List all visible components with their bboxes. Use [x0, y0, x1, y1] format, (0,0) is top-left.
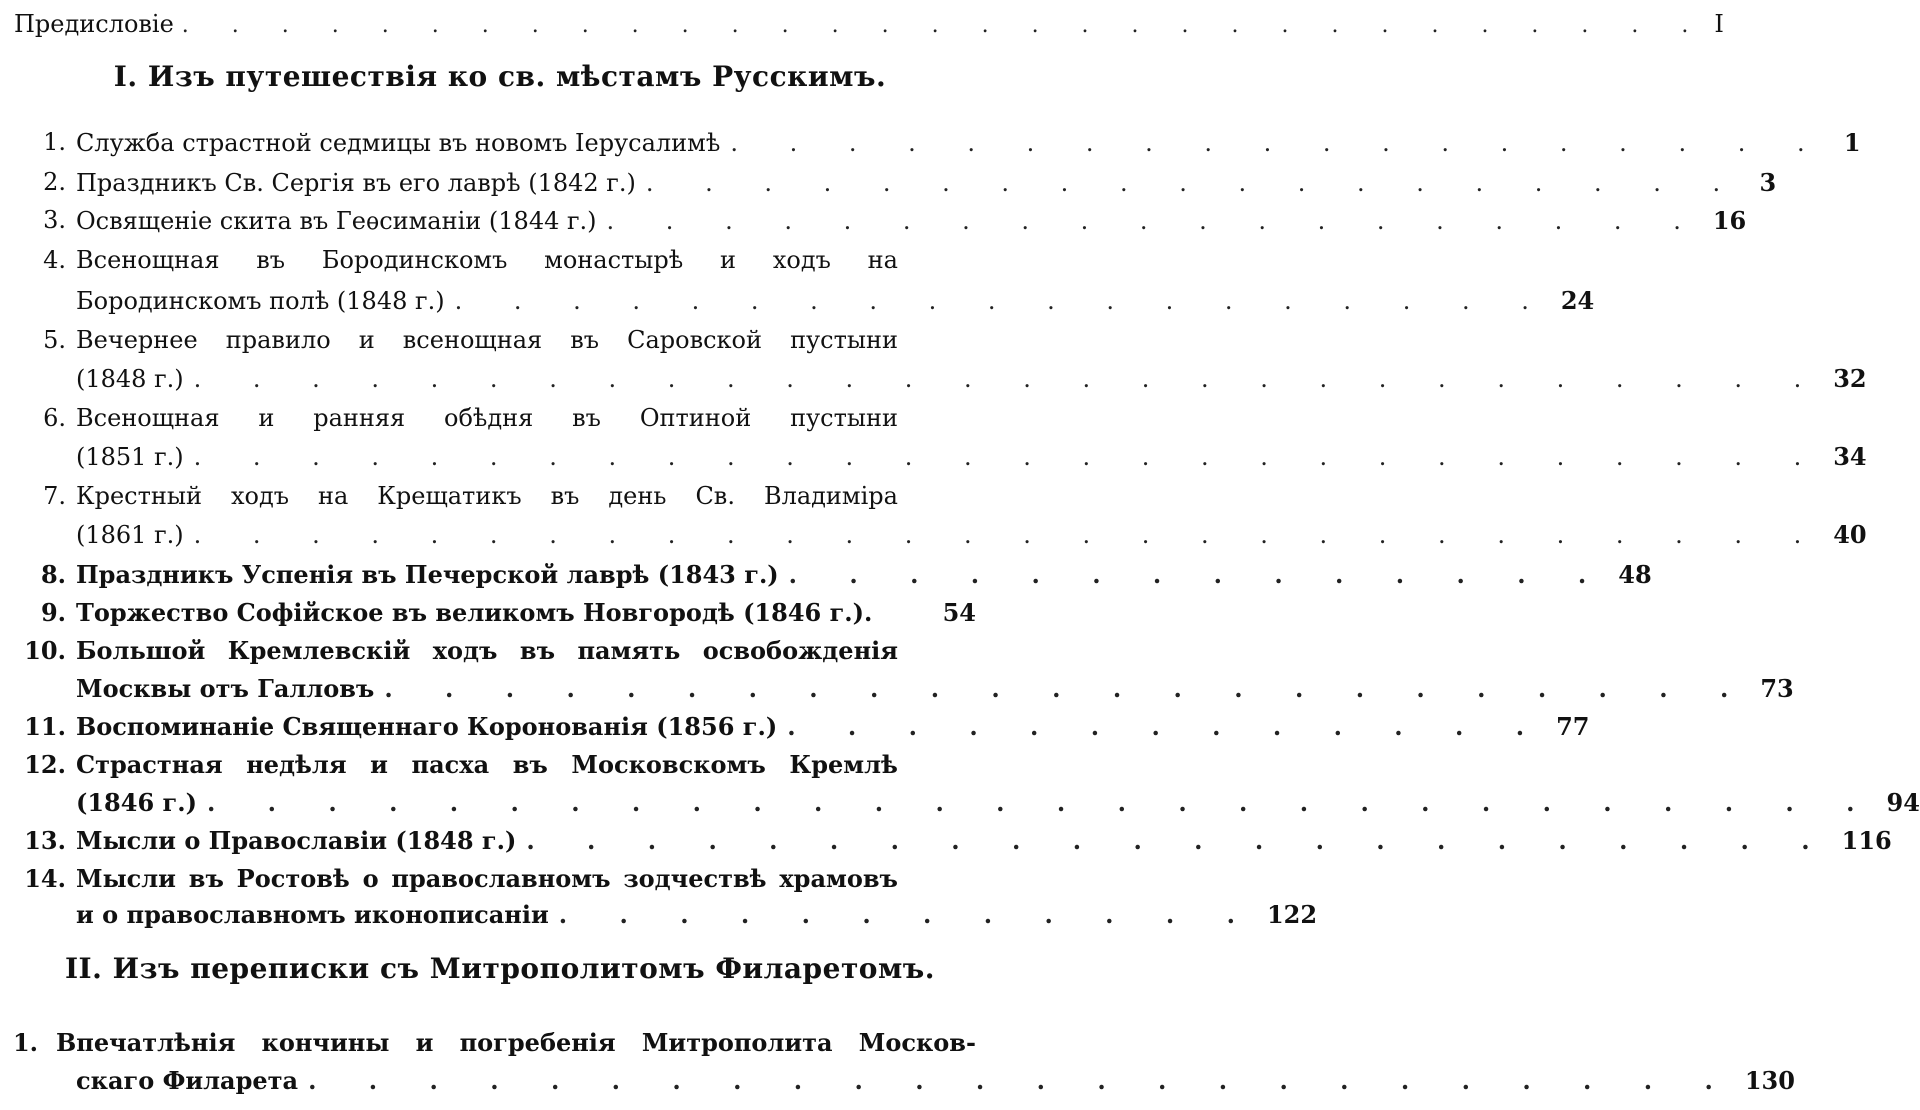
entry-page-number: 94: [1886, 788, 1920, 817]
dot-leader: . . . . . . . . . . . . . . . . . . .: [730, 129, 1827, 157]
entry-page-number: 3: [1759, 168, 1777, 197]
entry-number: 2.: [43, 168, 66, 196]
dot-leader: . . . . . . . . . . . . . . . . . . . . . . . . . . . .: [193, 521, 1824, 549]
entry-title-word: пасха: [411, 750, 490, 779]
entry-title-line: [76, 482, 898, 510]
entry-title-line: [56, 1028, 976, 1057]
dot-leader: . . . . . . . . . . . .: [558, 900, 1257, 929]
entry-title-word: всенощная: [402, 326, 543, 354]
entry-page-number: 130: [1744, 1066, 1795, 1095]
entry-title-word: ходъ: [230, 482, 289, 510]
entry-page-number: 24: [1560, 286, 1595, 315]
entry-title-word: Страстная: [76, 750, 223, 779]
entry-page-number: 122: [1266, 900, 1318, 929]
entry-title: Мысли о Православіи (1848 г.): [76, 826, 517, 855]
dot-leader: . . . . . . . . . . . . . . . . . . . . . . . . . . . .: [193, 443, 1824, 471]
entry-title-word: обѣдня: [444, 404, 534, 432]
entry-title-word: и: [370, 750, 388, 779]
entry-number: 5.: [43, 326, 66, 354]
entry-title-line: [76, 636, 898, 665]
entry-title-word: погребенія: [459, 1028, 616, 1057]
entry-title: Москвы отъ Галловъ: [76, 674, 375, 703]
entry-title-word: Всенощная: [76, 246, 220, 274]
entry-title-word: православномъ: [391, 864, 611, 893]
entry-title-word: на: [317, 482, 349, 510]
dot-leader: . . . . . . . . . . . . . . . . . . .: [645, 169, 1743, 197]
preface-title: Предисловіе: [14, 10, 174, 38]
entry-title-word: правило: [225, 326, 331, 354]
entry-title: скаго Филарета: [76, 1066, 299, 1095]
entry-title-word: день: [608, 482, 667, 510]
entry-title-word: ходъ: [772, 246, 831, 274]
preface-page-number: I: [1714, 10, 1724, 38]
entry-page-number: 48: [1618, 560, 1652, 589]
entry-title: (1861 г.): [76, 521, 184, 549]
entry-title-word: и: [358, 326, 375, 354]
entry-title-word: храмовъ: [779, 864, 898, 893]
entry-title: Служба страстной седмицы въ новомъ Іерусалимѣ: [76, 129, 721, 157]
entry-title: (1846 г.): [76, 788, 197, 817]
entry-title-word: Москов-: [858, 1028, 976, 1057]
entry-title-word: въ: [550, 482, 580, 510]
entry-number: 13.: [24, 826, 66, 855]
entry-title-word: Ростовѣ: [236, 864, 350, 893]
entry-title-word: на: [867, 246, 898, 274]
dot-leader: . . . . . . . . . . . . . . . . . . . . . . . . . . . .: [206, 788, 1877, 817]
preface-entry: [14, 4, 1724, 38]
entry-title-word: Владиміра: [763, 482, 898, 510]
dot-leader: . . . . . . . . . . . . . . . . . . .: [606, 207, 1703, 235]
dot-leader: . . . . . . . . . . . . . . . . . . . . . . . . . . . .: [193, 365, 1824, 393]
entry-page-number: 116: [1841, 826, 1892, 855]
entry-title-word: кончины: [261, 1028, 390, 1057]
entry-title-line: [76, 864, 898, 893]
section-heading-2: II. Изъ переписки съ Митрополитомъ Филаретомъ.: [64, 952, 936, 985]
entry-number: 9.: [40, 598, 66, 627]
dot-leader: . . . . . . . . . . . . . . . . . . . . . . . . . . . . . . .: [181, 13, 1707, 38]
entry-title-word: Крещатикъ: [377, 482, 522, 510]
entry-number: 6.: [43, 404, 66, 432]
entry-title-word: въ: [512, 750, 548, 779]
dot-leader: . . . . . . . . . . . . . . . . . . .: [454, 287, 1551, 315]
entry-number: 7.: [43, 482, 66, 510]
entry-page-number: 73: [1760, 674, 1794, 703]
entry-title-word: въ: [572, 404, 601, 432]
entry-number: 8.: [40, 560, 66, 589]
entry-title-word: Всенощная: [76, 404, 220, 432]
entry-title-word: монастырѣ: [544, 246, 684, 274]
entry-title-word: въ: [570, 326, 600, 354]
entry-title-line: [76, 326, 898, 354]
entry-title-word: Оптиной: [639, 404, 752, 432]
entry-title-word: въ: [188, 864, 224, 893]
entry-title: Праздникъ Успенія въ Печерской лаврѣ (1843 г.): [76, 560, 779, 589]
entry-title-word: память: [577, 636, 681, 665]
entry-page-number: 16: [1712, 206, 1747, 235]
entry-page-number: 54: [942, 598, 976, 627]
entry-title-word: Кремлѣ: [789, 750, 898, 779]
entry-title: (1848 г.): [76, 365, 184, 393]
entry-title: Торжество Софійское въ великомъ Новгородѣ (1846 г.).: [76, 598, 873, 627]
entry-title-word: Мысли: [76, 864, 176, 893]
entry-number: 3.: [43, 206, 66, 234]
entry-page-number: 77: [1556, 712, 1590, 741]
entry-title-word: Саровской: [627, 326, 762, 354]
entry-title-line: [76, 404, 898, 432]
entry-title-word: Впечатлѣнія: [56, 1028, 236, 1057]
entry-page-number: 32: [1833, 364, 1867, 393]
entry-title-word: пустыни: [790, 326, 898, 354]
entry-title-word: Бородинскомъ: [321, 246, 508, 274]
entry-number: 12.: [24, 750, 66, 779]
entry-title-word: недѣля: [246, 750, 347, 779]
entry-title-word: Кремлевскій: [227, 636, 411, 665]
entry-title-word: Св.: [695, 482, 735, 510]
entry-title: и о православномъ иконописаніи: [76, 900, 549, 929]
entry-page-number: 34: [1833, 442, 1867, 471]
entry-title: Бородинскомъ полѣ (1848 г.): [76, 287, 445, 315]
entry-number: 10.: [24, 636, 66, 665]
entry-title-word: ранняя: [313, 404, 406, 432]
entry-title-word: и: [415, 1028, 434, 1057]
dot-leader: . . . . . . . . . . . . .: [787, 712, 1547, 741]
section-heading-1: I. Изъ путешествія ко св. мѣстамъ Русскимъ.: [113, 60, 887, 93]
entry-title: (1851 г.): [76, 443, 184, 471]
entry-title-word: Большой: [76, 636, 206, 665]
entry-title-word: и: [258, 404, 275, 432]
entry-title-word: въ: [256, 246, 286, 274]
entry-title-word: и: [720, 246, 737, 274]
entry-title-word: ходъ: [432, 636, 498, 665]
entry-title-line: [76, 750, 898, 779]
entry-number: 4.: [43, 246, 66, 274]
dot-leader: . . . . . . . . . . . . . . . . . . . . . . .: [384, 674, 1751, 703]
entry-number: 14.: [24, 864, 66, 893]
entry-title: Праздникъ Св. Сергія въ его лаврѣ (1842 г.): [76, 169, 636, 197]
entry-title-word: Митрополита: [641, 1028, 833, 1057]
entry-title-word: Крестный: [76, 482, 202, 510]
entry-title: Воспоминаніе Священнаго Коронованія (1856 г.): [76, 712, 778, 741]
entry-number: 1.: [12, 1028, 38, 1057]
entry-title-word: Московскомъ: [571, 750, 766, 779]
entry-title-word: освобожденія: [702, 636, 898, 665]
dot-leader: . . . . . . . . . . . . . . . . . . . . . . . .: [308, 1066, 1735, 1095]
entry-title: Освященіе скита въ Геѳсиманіи (1844 г.): [76, 207, 597, 235]
dot-leader: . . . . . . . . . . . . . . . . . . . . . .: [526, 826, 1832, 855]
entry-number: 1.: [43, 128, 66, 156]
entry-number: 11.: [24, 712, 66, 741]
entry-title-word: Вечернее: [76, 326, 198, 354]
entry-title-word: о: [362, 864, 379, 893]
entry-title-word: въ: [519, 636, 555, 665]
entry-title-word: пустыни: [790, 404, 898, 432]
entry-page-number: 40: [1833, 520, 1867, 549]
entry-title-word: зодчествѣ: [623, 864, 767, 893]
entry-page-number: 1: [1843, 128, 1861, 157]
entry-title-line: [76, 246, 898, 274]
dot-leader: . . . . . . . . . . . . . .: [788, 560, 1609, 589]
